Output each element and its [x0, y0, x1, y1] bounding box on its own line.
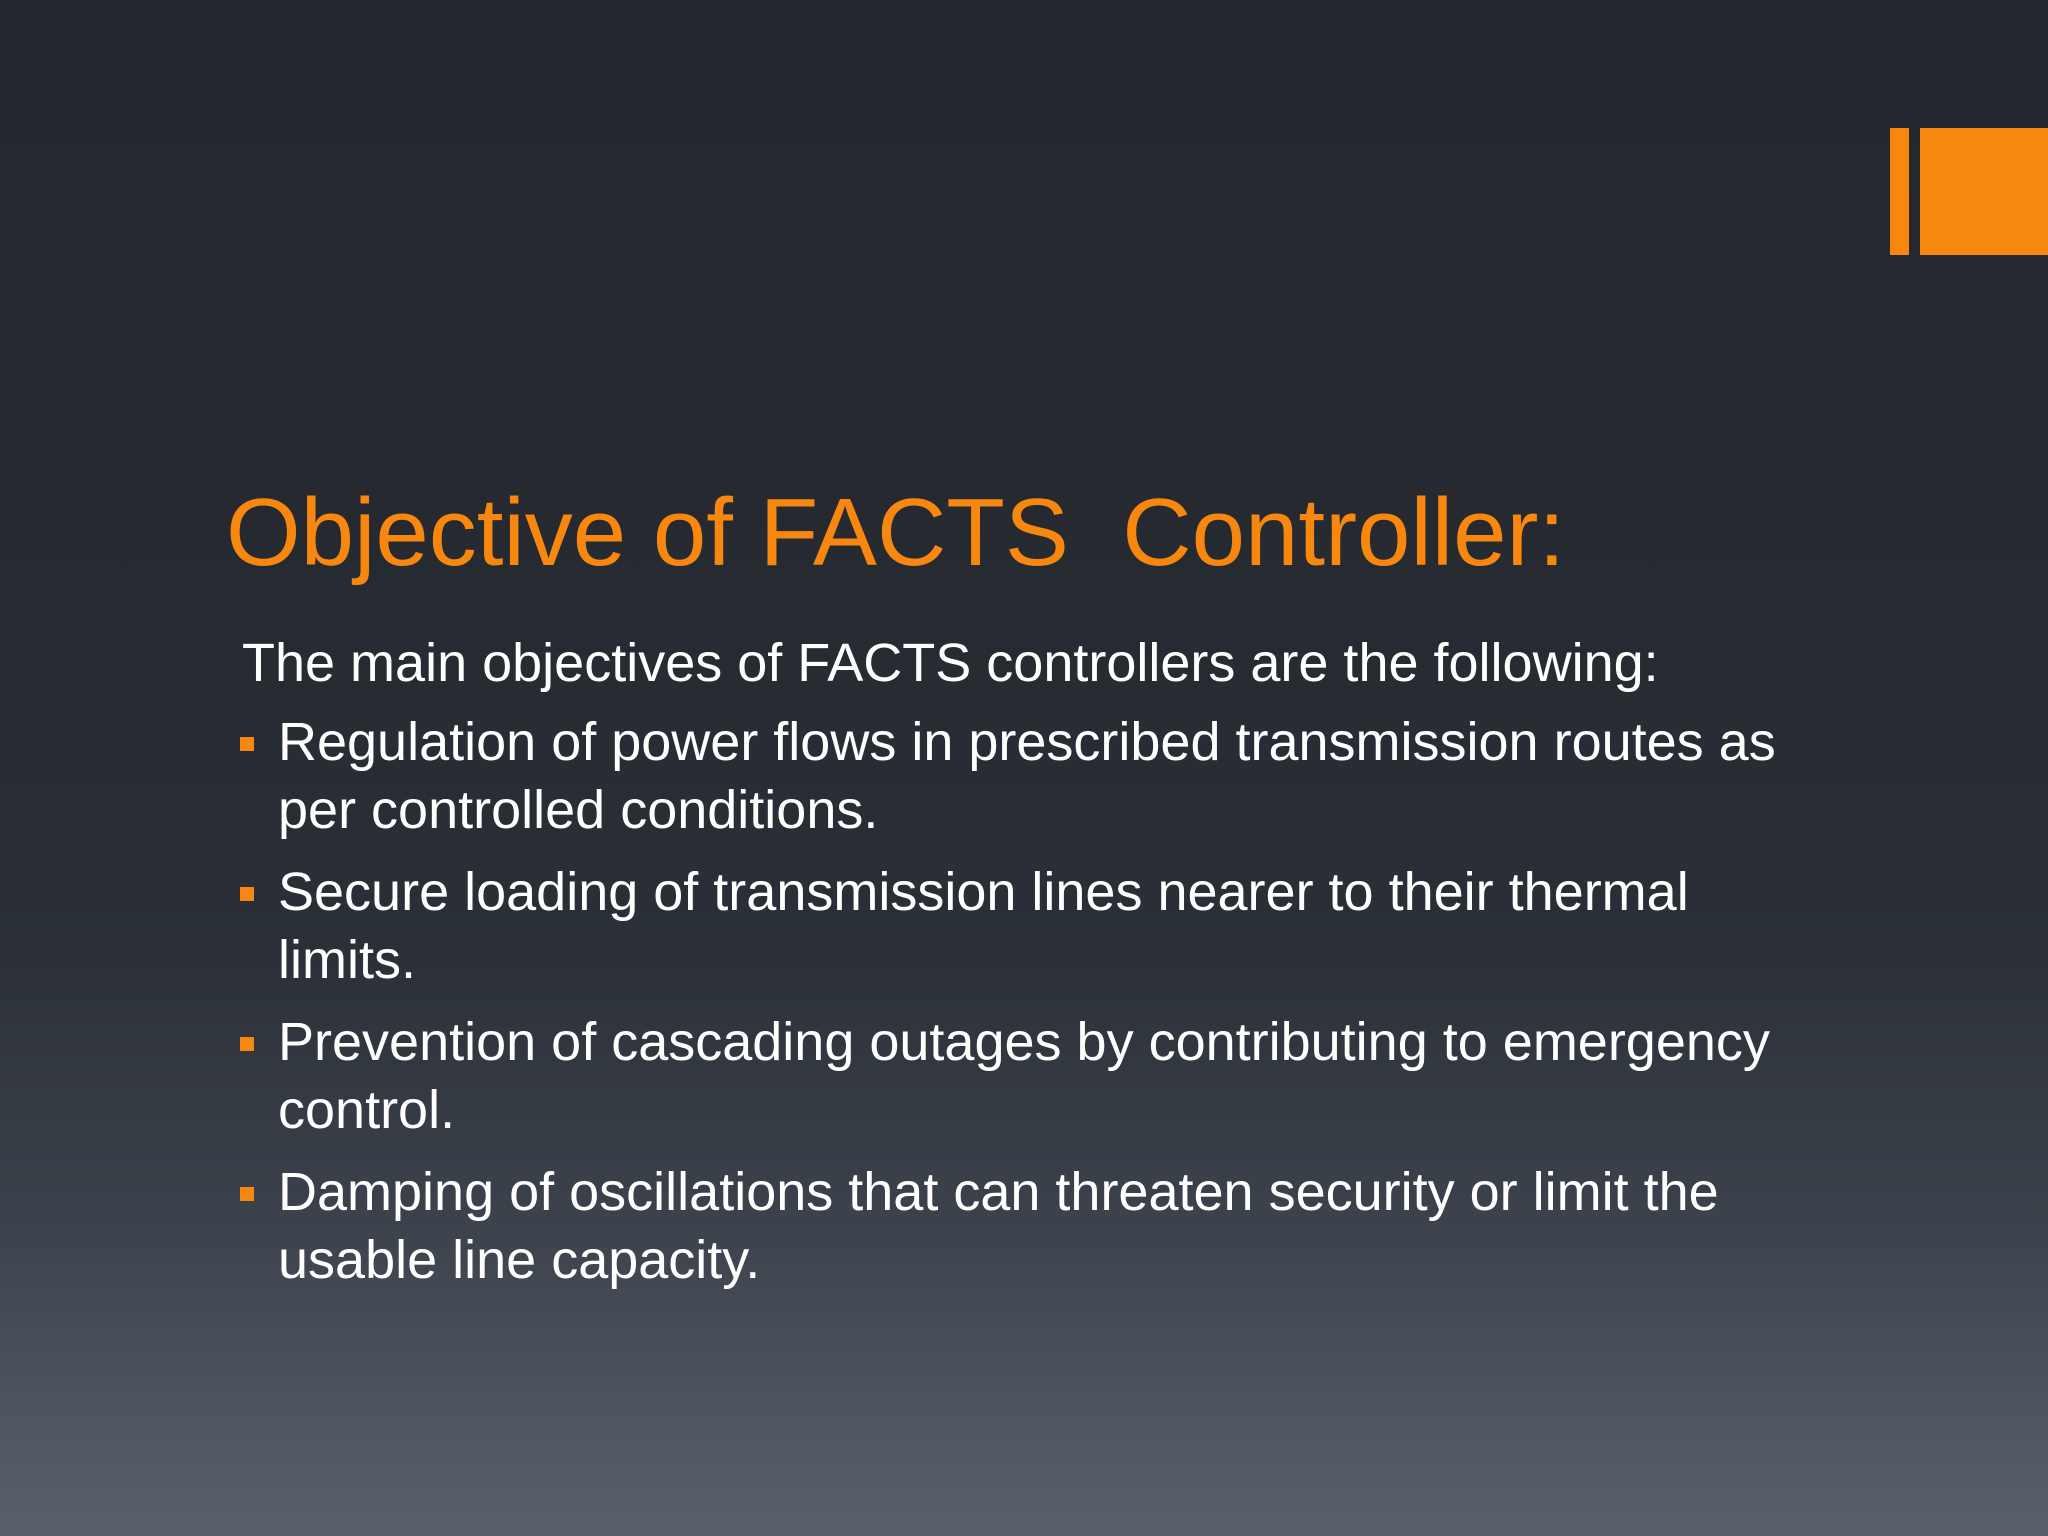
slide-title: Objective of FACTS Controller: [226, 479, 1566, 586]
square-bullet-icon [240, 1187, 254, 1201]
bullet-item [240, 1008, 1840, 1144]
bullet-item [240, 858, 1840, 994]
square-bullet-icon [240, 737, 254, 751]
accent-block [1920, 128, 2048, 255]
bullet-text: Damping of oscillations that can threaten security or limit the usable line capacity. [278, 1161, 1719, 1290]
bullet-text: Prevention of cascading outages by contributing to emergency control. [278, 1011, 1770, 1140]
bullet-text: Secure loading of transmission lines nearer to their thermal limits. [278, 861, 1689, 990]
bullet-item [240, 708, 1840, 844]
bullet-item [240, 1158, 1840, 1294]
square-bullet-icon [240, 1037, 254, 1051]
intro-text: The main objectives of FACTS controllers are the following: [242, 633, 1659, 693]
slide-body [240, 630, 1840, 1308]
bullet-text: Regulation of power flows in prescribed transmission routes as per controlled conditions. [278, 711, 1776, 840]
accent-bar [1890, 128, 1909, 255]
bullet-list [240, 708, 1840, 1294]
square-bullet-icon [240, 887, 254, 901]
